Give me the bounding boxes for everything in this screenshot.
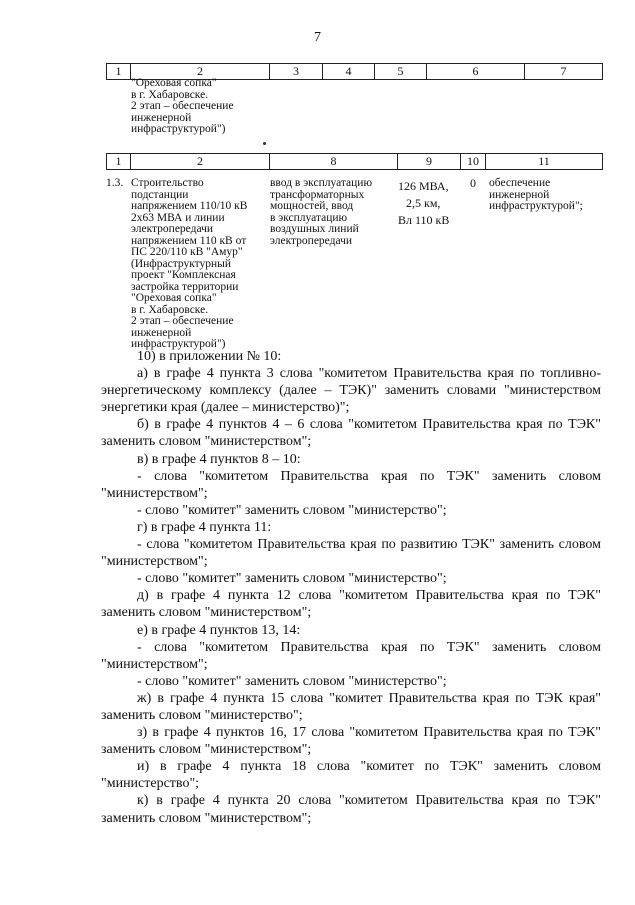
text-line: 2х63 МВА и линии bbox=[131, 211, 225, 224]
text-line: 2,5 км, bbox=[406, 196, 441, 210]
column-number-cell: 2 bbox=[131, 154, 270, 170]
column-number-cell: 7 bbox=[525, 64, 603, 80]
result-description bbox=[270, 178, 395, 247]
text-line: (Инфраструктурный bbox=[131, 257, 232, 270]
paragraph: - слово "комитет" заменить словом "министерство"; bbox=[137, 502, 447, 518]
column-number-cell: 1 bbox=[107, 64, 131, 80]
text-line: Строительство bbox=[131, 177, 204, 189]
column-number-cell: 6 bbox=[427, 64, 525, 80]
text-line: воздушных линий bbox=[270, 223, 359, 235]
text-line: 2 этап – обеспечение bbox=[131, 100, 234, 112]
text-line: инженерной bbox=[489, 188, 550, 201]
column-number-cell: 1 bbox=[107, 154, 131, 170]
project-description bbox=[131, 178, 269, 351]
column-number-cell: 8 bbox=[270, 154, 398, 170]
text-line: электропередачи bbox=[270, 234, 353, 247]
column-10-value: 0 bbox=[470, 176, 476, 190]
paragraph: - слова "комитетом Правительства края по развитию ТЭК" заменить словом "министерством"; bbox=[101, 537, 601, 570]
capacity-values bbox=[398, 178, 458, 229]
paragraph: в) в графе 4 пунктов 8 – 10: bbox=[137, 451, 301, 467]
page-number: 7 bbox=[314, 30, 321, 45]
paragraph: и) в графе 4 пункта 18 слова "комитет по ТЭК" заменить словом "министерство"; bbox=[101, 759, 601, 792]
paragraph: а) в графе 4 пункта 3 слова "комитетом Правительства края по топливно-энергетическому комплексу (далее – ТЭК)" заменить словами "министерством энергетики края (далее – министерство)"; bbox=[101, 366, 601, 416]
paragraph: г) в графе 4 пункта 11: bbox=[137, 519, 272, 535]
paragraph: - слова "комитетом Правительства края по ТЭК" заменить словом "министерством"; bbox=[101, 639, 601, 672]
text-line: обеспечение bbox=[489, 177, 551, 189]
paragraph: к) в графе 4 пункта 20 слова "комитетом Правительства края по ТЭК" заменить словом "министерством"; bbox=[101, 793, 601, 826]
column-number-cell: 2 bbox=[131, 64, 270, 80]
text-line: инфраструктурой"; bbox=[489, 200, 583, 212]
purpose-description bbox=[489, 178, 604, 213]
text-line: инженерной bbox=[131, 326, 192, 339]
text-line: электропередачи bbox=[131, 223, 214, 235]
text-line: "Ореховая сопка" bbox=[131, 292, 217, 304]
stray-dot bbox=[263, 142, 266, 145]
paragraph: з) в графе 4 пунктов 16, 17 слова "комитетом Правительства края по ТЭК" заменить словом "министерством"; bbox=[101, 725, 601, 758]
text-line: 126 МВА, bbox=[398, 179, 449, 193]
table-header-row bbox=[107, 154, 603, 170]
paragraph: д) в графе 4 пункта 12 слова "комитетом Правительства края по ТЭК" заменить словом "министерством"; bbox=[101, 588, 601, 621]
text-line: застройка территории bbox=[131, 280, 239, 293]
paragraph: е) в графе 4 пунктов 13, 14: bbox=[137, 622, 301, 638]
column-number-cell: 9 bbox=[398, 154, 461, 170]
text-line: 2 этап – обеспечение bbox=[131, 315, 234, 327]
text-line: "Ореховая сопка" bbox=[131, 77, 217, 89]
text-line: проект "Комплексная bbox=[131, 269, 236, 281]
paragraph: 10) в приложении № 10: bbox=[137, 349, 282, 364]
paragraph: ж) в графе 4 пункта 15 слова "комитет Правительства края по ТЭК края" заменить словом "министерство"; bbox=[101, 690, 601, 723]
text-line: в г. Хабаровске. bbox=[131, 303, 209, 316]
text-line: инженерной bbox=[131, 111, 192, 124]
continuation-text bbox=[131, 78, 234, 136]
paragraph: б) в графе 4 пунктов 4 – 6 слова "комитетом Правительства края по ТЭК" заменить словом "министерством"; bbox=[101, 417, 601, 450]
text-line: в эксплуатацию bbox=[270, 211, 348, 224]
text-line: инфраструктурой") bbox=[131, 123, 226, 135]
text-line: напряжением 110 кВ от bbox=[131, 234, 247, 247]
paragraph: - слово "комитет" заменить словом "министерство"; bbox=[137, 571, 447, 587]
text-line: ввод в эксплуатацию bbox=[270, 177, 373, 189]
amendment-text bbox=[101, 348, 601, 827]
column-number-cell: 11 bbox=[486, 154, 603, 170]
text-line: в г. Хабаровске. bbox=[131, 88, 209, 101]
text-line: Вл 110 кВ bbox=[398, 213, 450, 227]
text-line: напряжением 110/10 кВ bbox=[131, 200, 248, 212]
row-number: 1.3. bbox=[106, 177, 124, 189]
text-line: инфраструктурой") bbox=[131, 338, 226, 350]
table-header-second bbox=[106, 153, 603, 170]
column-number-cell: 10 bbox=[461, 154, 486, 170]
text-line: трансформаторных bbox=[270, 188, 365, 201]
column-number-cell: 4 bbox=[323, 64, 375, 80]
text-line: мощностей, ввод bbox=[270, 200, 354, 212]
text-line: подстанции bbox=[131, 188, 189, 201]
column-number-cell: 3 bbox=[270, 64, 323, 80]
paragraph: - слово "комитет" заменить словом "министерство"; bbox=[137, 673, 447, 689]
text-line: ПС 220/110 кВ "Амур" bbox=[131, 246, 243, 258]
column-number-cell: 5 bbox=[375, 64, 427, 80]
paragraph: - слова "комитетом Правительства края по ТЭК" заменить словом "министерством"; bbox=[101, 468, 601, 501]
